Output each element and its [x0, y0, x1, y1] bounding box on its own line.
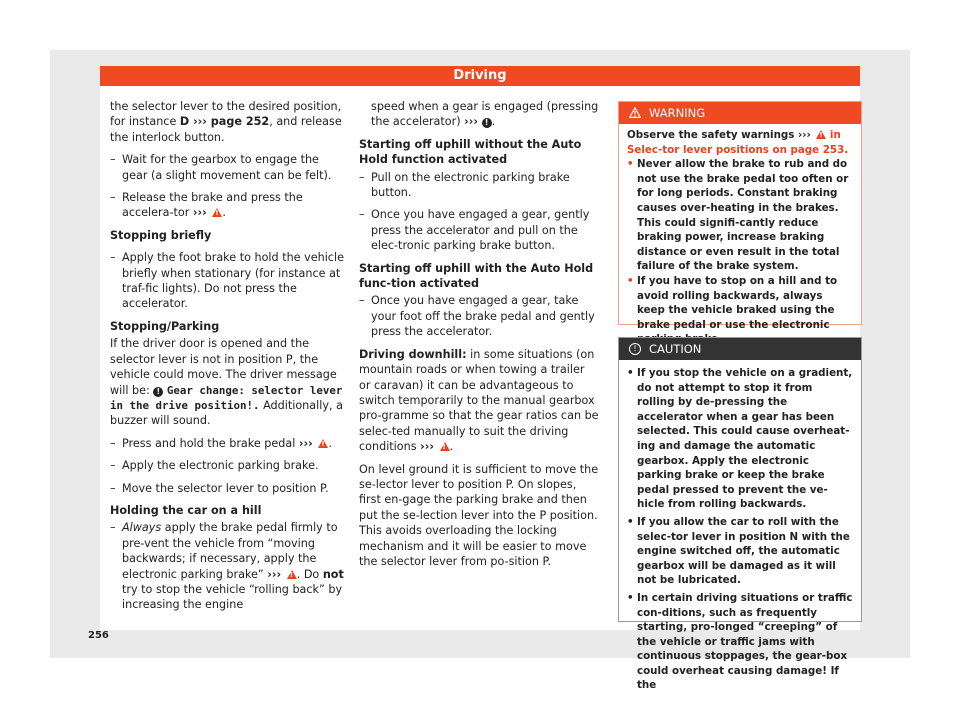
warning-triangle-icon — [212, 208, 222, 217]
warning-triangle-icon — [440, 442, 450, 451]
caution-item: • In certain driving situations or traffic con-ditions, such as frequently starting, pro-longed “creeping” of the vehicle or traffic jams with continuous stoppages, the gear-box could overheat causing damage! If the — [627, 591, 853, 693]
paragraph: Driving downhill: in some situations (on mountain roads or when towing a trailer or caravan) it can be advantageous to switch temporarily to the manual gearbox pro-gramme so that the gear ratios can be selec-ted manually to suit the driving conditions ››› ! . — [359, 347, 599, 455]
caution-item: • If you allow the car to roll with the selec-tor lever in position N with the engine switched off, the automatic gearbox will be damaged as it will not be lubricated. — [627, 515, 853, 588]
list-item: – Once you have engaged a gear, take your foot off the brake pedal and gently press the accelerator. — [359, 293, 599, 339]
column-left — [110, 99, 346, 620]
subheading: Starting off uphill with the Auto Hold func-tion activated — [359, 261, 594, 291]
subheading: Stopping briefly — [110, 228, 212, 242]
list-item: – Apply the foot brake to hold the vehicle briefly when stationary (for instance at traf-fic lights). Do not press the accelerator. — [110, 250, 346, 312]
subheading: Holding the car on a hill — [110, 503, 262, 517]
list-item: – Pull on the electronic parking brake button. — [359, 170, 599, 201]
warning-header — [619, 102, 861, 124]
caution-box — [618, 337, 862, 692]
caution-header — [619, 338, 861, 360]
subheading: Starting off uphill without the Auto Hold function activated — [359, 137, 582, 167]
list-item: – Once you have engaged a gear, gently press the accelerator and pull on the elec-tronic parking brake button. — [359, 207, 599, 253]
page-reference[interactable]: D ››› page 252 — [179, 115, 270, 129]
warning-title: WARNING — [649, 106, 706, 120]
caution-item: • If you stop the vehicle on a gradient, do not attempt to stop it from rolling by de-pressing the accelerator when a gear has been selected. This could cause overheat-ing and damage the automatic gearbox. Apply the electronic parking brake or keep the brake pedal pressed to prevent the ve-hicle from rolling backwards. — [627, 366, 853, 512]
paragraph: If the driver door is opened and the selector lever is not in position P, the vehicle could move. The driver message will be: ! Gear change: selector lever in the drive position!. Additionally, a buzzer will sound. — [110, 337, 343, 428]
list-item: – Press and hold the brake pedal ››› ! . — [110, 436, 346, 451]
caution-body — [619, 360, 861, 693]
warning-triangle-icon — [318, 439, 328, 448]
list-item: – Apply the electronic parking brake. — [110, 458, 346, 473]
list-item: – Always apply the brake pedal firmly to pre-vent the vehicle from “moving backwards; if necessary, apply the electronic parking brake” ››› ! . Do not try to stop the vehicle “rolling back” by increasing the engine — [110, 520, 346, 612]
warning-triangle-icon — [816, 130, 826, 139]
list-item: – Release the brake and press the accelera-tor ››› ! . — [110, 190, 346, 221]
info-icon: ! — [153, 387, 163, 397]
subheading: Stopping/Parking — [110, 319, 220, 333]
section-header: Driving — [100, 66, 860, 86]
warning-item: • If you have to stop on a hill and to avoid rolling backwards, always keep the vehicle braked using the brake pedal or use the electronic — [627, 274, 853, 347]
list-item: – Move the selector lever to position P. — [110, 481, 346, 496]
page-number: 256 — [88, 630, 109, 641]
info-icon: ! — [482, 118, 492, 128]
column-middle — [359, 99, 599, 576]
warning-icon — [629, 107, 641, 118]
caution-title: CAUTION — [649, 342, 702, 356]
warning-intro: Observe the safety warnings ››› ! in Selec-tor lever positions on page 253. — [627, 128, 853, 157]
paragraph: On level ground it is sufficient to move the se-lector lever to position P. On slopes, first en-gage the parking brake and then put the se-lection lever into the P position. This avoids overloading the locking mechanism and it will be easier to move the selector lever from po-sition P. — [359, 462, 599, 568]
driver-message: Gear change: selector lever in the drive position!. — [110, 383, 343, 412]
warning-box — [618, 101, 862, 331]
warning-triangle-icon — [287, 570, 297, 579]
caution-icon: ! — [629, 343, 641, 355]
paragraph: speed when a gear is engaged (pressing the accelerator) ››› ! . — [371, 100, 599, 129]
paragraph: the selector lever to the desired position, for instance D ››› page 252, and release the interlock button. — [110, 100, 342, 144]
warning-item: • Never allow the brake to rub and do not use the brake pedal too often or for long periods. Constant braking causes over-heating in the brakes. This could signifi-cantly reduce braking power, increase braking distance or even result in the total failure of the brake system. — [627, 157, 853, 274]
list-item: – Wait for the gearbox to engage the gear (a slight movement can be felt). — [110, 152, 346, 183]
warning-body — [619, 124, 861, 347]
